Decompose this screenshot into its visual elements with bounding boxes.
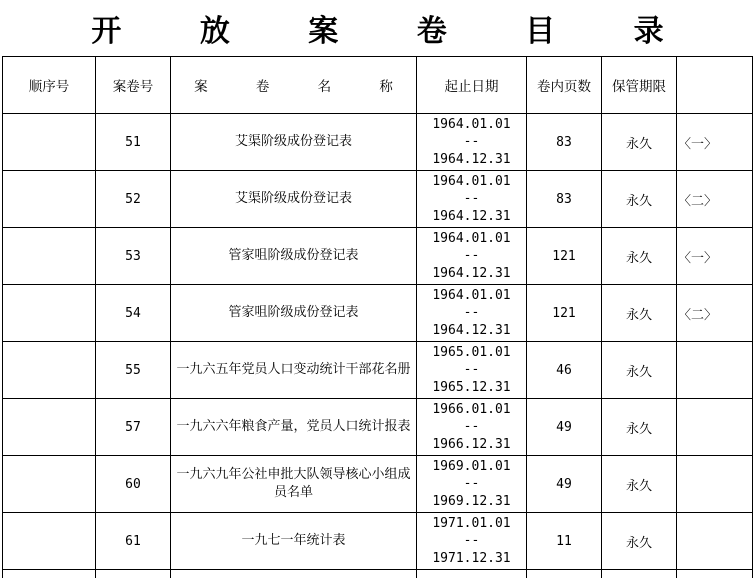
cell-seq[interactable]: [3, 114, 96, 171]
cell-retention[interactable]: 永久: [602, 456, 677, 513]
cell-note[interactable]: [677, 513, 753, 570]
cell-pages[interactable]: 121: [527, 228, 602, 285]
cell-date-range[interactable]: [417, 171, 527, 228]
cell-note[interactable]: 〈一〉: [677, 114, 753, 171]
table-row: [3, 285, 753, 342]
header-case-no[interactable]: 案卷号: [96, 57, 171, 114]
header-seq[interactable]: 顺序号: [3, 57, 96, 114]
date-end: 1964.12.31: [432, 151, 511, 167]
cell-seq[interactable]: [3, 285, 96, 342]
cell-pages[interactable]: 46: [527, 342, 602, 399]
empty-cell: [417, 570, 527, 578]
table-row: [3, 228, 753, 285]
cell-case-no[interactable]: 51: [96, 114, 171, 171]
date-end: 1969.12.31: [432, 493, 511, 509]
date-start: 1965.01.01: [432, 344, 511, 360]
cell-case-no[interactable]: 57: [96, 399, 171, 456]
table-row: [3, 399, 753, 456]
cell-case-no[interactable]: 61: [96, 513, 171, 570]
cell-case-name[interactable]: 一九七一年统计表: [171, 513, 417, 570]
cell-date-range[interactable]: [417, 114, 527, 171]
cell-retention[interactable]: 永久: [602, 228, 677, 285]
empty-cell: [602, 570, 677, 578]
cell-retention[interactable]: 永久: [602, 171, 677, 228]
header-pages[interactable]: 卷内页数: [527, 57, 602, 114]
cell-pages[interactable]: 49: [527, 399, 602, 456]
date-start: 1966.01.01: [432, 401, 511, 417]
date-separator: --: [463, 134, 480, 150]
cell-retention[interactable]: 永久: [602, 285, 677, 342]
date-separator: --: [463, 419, 480, 435]
date-separator: --: [463, 191, 480, 207]
cell-case-name[interactable]: 艾渠阶级成份登记表: [171, 114, 417, 171]
header-case-name[interactable]: 案 卷 名 称: [171, 57, 417, 114]
cell-pages[interactable]: 49: [527, 456, 602, 513]
date-end: 1964.12.31: [432, 322, 511, 338]
empty-cell: [3, 570, 96, 578]
cell-seq[interactable]: [3, 399, 96, 456]
cell-case-no[interactable]: 55: [96, 342, 171, 399]
cell-case-name[interactable]: 一九六五年党员人口变动统计干部花名册: [171, 342, 417, 399]
cell-retention[interactable]: 永久: [602, 342, 677, 399]
cell-note[interactable]: 〈二〉: [677, 171, 753, 228]
date-separator: --: [463, 362, 480, 378]
header-date-range[interactable]: 起止日期: [417, 57, 527, 114]
cell-case-no[interactable]: 53: [96, 228, 171, 285]
page-title: 开 放 案 卷 目 录: [91, 14, 698, 49]
catalog-table: [2, 56, 753, 578]
cell-note[interactable]: [677, 399, 753, 456]
date-start: 1964.01.01: [432, 173, 511, 189]
cell-case-name[interactable]: 一九六九年公社申批大队领导核心小组成员名单: [171, 456, 417, 513]
cell-case-name[interactable]: 一九六六年粮食产量，党员人口统计报表: [171, 399, 417, 456]
cell-pages[interactable]: 83: [527, 171, 602, 228]
table-row: [3, 342, 753, 399]
cell-pages[interactable]: 83: [527, 114, 602, 171]
cell-note[interactable]: 〈一〉: [677, 228, 753, 285]
empty-cell: [171, 570, 417, 578]
cell-date-range[interactable]: [417, 342, 527, 399]
cell-seq[interactable]: [3, 228, 96, 285]
table-row: [3, 513, 753, 570]
date-end: 1971.12.31: [432, 550, 511, 566]
cell-seq[interactable]: [3, 513, 96, 570]
cell-case-no[interactable]: 54: [96, 285, 171, 342]
cell-date-range[interactable]: [417, 285, 527, 342]
header-note[interactable]: [677, 57, 753, 114]
date-end: 1964.12.31: [432, 208, 511, 224]
cell-case-no[interactable]: 60: [96, 456, 171, 513]
cell-case-no[interactable]: 52: [96, 171, 171, 228]
empty-cell: [96, 570, 171, 578]
cell-seq[interactable]: [3, 342, 96, 399]
cell-retention[interactable]: 永久: [602, 399, 677, 456]
cell-date-range[interactable]: [417, 456, 527, 513]
cell-pages[interactable]: 121: [527, 285, 602, 342]
table-body: [3, 114, 753, 578]
cell-date-range[interactable]: [417, 399, 527, 456]
cell-case-name[interactable]: 管家咀阶级成份登记表: [171, 285, 417, 342]
date-separator: --: [463, 305, 480, 321]
header-retention[interactable]: 保管期限: [602, 57, 677, 114]
date-start: 1964.01.01: [432, 230, 511, 246]
date-end: 1965.12.31: [432, 379, 511, 395]
date-start: 1971.01.01: [432, 515, 511, 531]
cell-note[interactable]: [677, 456, 753, 513]
date-end: 1966.12.31: [432, 436, 511, 452]
date-separator: --: [463, 533, 480, 549]
date-start: 1964.01.01: [432, 116, 511, 132]
empty-cell: [527, 570, 602, 578]
cell-note[interactable]: 〈二〉: [677, 285, 753, 342]
header-row: [3, 57, 753, 114]
date-end: 1964.12.31: [432, 265, 511, 281]
cell-retention[interactable]: 永久: [602, 114, 677, 171]
cell-date-range[interactable]: [417, 228, 527, 285]
cell-case-name[interactable]: 管家咀阶级成份登记表: [171, 228, 417, 285]
table-row-partial: [3, 570, 753, 578]
table-row: [3, 114, 753, 171]
empty-cell: [677, 570, 753, 578]
date-separator: --: [463, 476, 480, 492]
cell-seq[interactable]: [3, 456, 96, 513]
cell-pages[interactable]: 11: [527, 513, 602, 570]
cell-retention[interactable]: 永久: [602, 513, 677, 570]
cell-note[interactable]: [677, 342, 753, 399]
table-row: [3, 171, 753, 228]
date-start: 1969.01.01: [432, 458, 511, 474]
date-start: 1964.01.01: [432, 287, 511, 303]
cell-seq[interactable]: [3, 171, 96, 228]
cell-case-name[interactable]: 艾渠阶级成份登记表: [171, 171, 417, 228]
table-row: [3, 456, 753, 513]
cell-date-range[interactable]: [417, 513, 527, 570]
date-separator: --: [463, 248, 480, 264]
